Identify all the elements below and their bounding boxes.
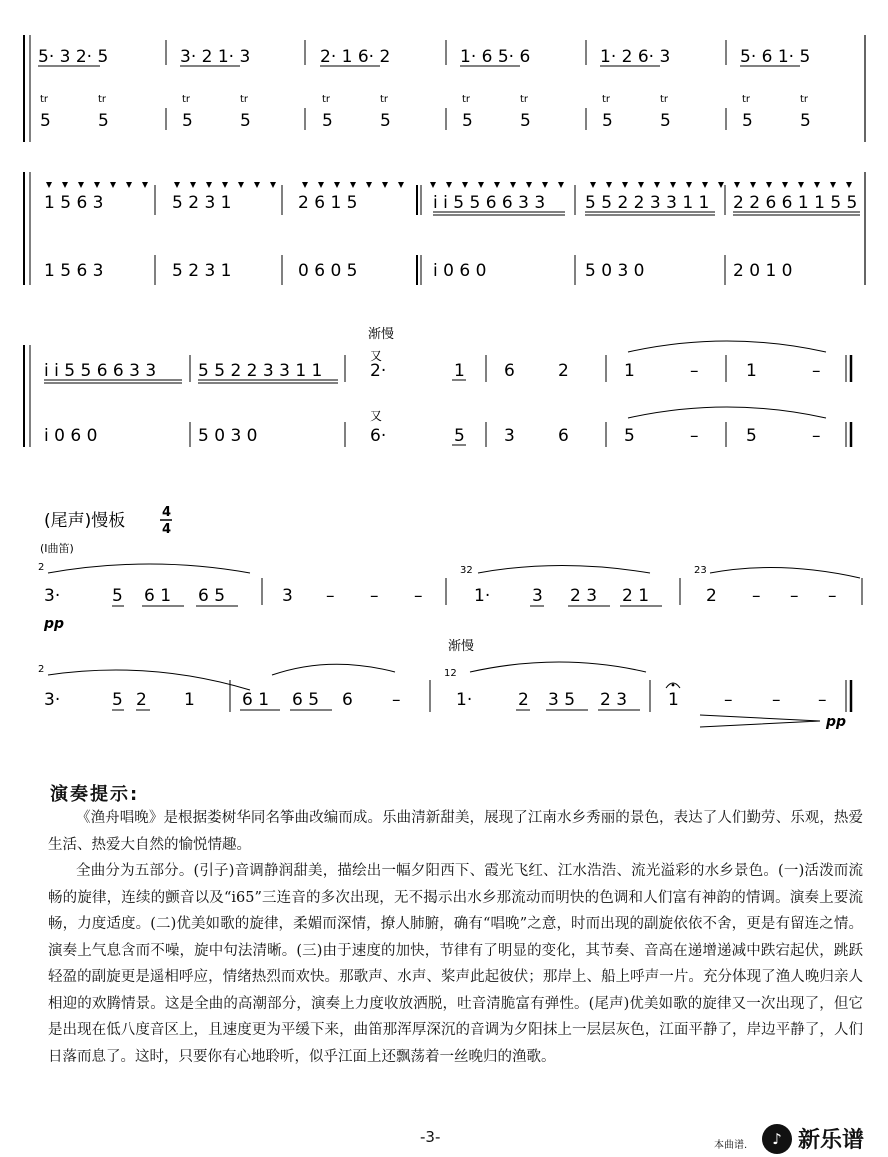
coda1-n14: – — [752, 586, 761, 606]
staccato-mark — [654, 182, 660, 188]
row1-lower-note: 5 — [742, 111, 753, 131]
coda2-n7: 6 — [342, 690, 353, 710]
staccato-mark — [462, 182, 468, 188]
music-note-disc-icon: ♪ — [762, 1124, 792, 1154]
coda2-n16: – — [818, 690, 827, 710]
row3-lower-n8: – — [812, 426, 821, 446]
coda2-n13: 1 — [668, 690, 679, 710]
coda1-n9: 1· — [474, 586, 491, 606]
page-number: -3- — [420, 1128, 441, 1146]
coda1-n16: – — [828, 586, 837, 606]
row3-lower-n1: 6· — [370, 426, 387, 446]
trill-mark: tr — [520, 94, 529, 105]
row1-upper-m5: 1· 2 6· 3 — [600, 47, 671, 67]
row2-upper-m4: i i 5 5 6 6 3 3 — [433, 193, 546, 213]
staccato-mark — [798, 182, 804, 188]
row3-upper-n8: – — [812, 361, 821, 381]
coda2-n1: 3· — [44, 690, 61, 710]
staccato-mark — [606, 182, 612, 188]
staccato-mark — [766, 182, 772, 188]
grace-note-2: 32 — [460, 565, 473, 576]
coda2-n11: 3 5 — [548, 690, 576, 710]
staccato-mark — [638, 182, 644, 188]
coda1-n3: 6 1 — [144, 586, 172, 606]
row3-upper-n2: 1 — [454, 361, 465, 381]
row3-upper-n6: – — [690, 361, 699, 381]
row3-upper-m1: i i 5 5 6 6 3 3 — [44, 361, 157, 381]
staccato-mark — [830, 182, 836, 188]
staccato-mark — [238, 182, 244, 188]
row1-upper-m6: 5· 6 1· 5 — [740, 47, 811, 67]
system-row-1 — [24, 35, 865, 142]
tempo-ritardando-2: 渐慢 — [448, 639, 475, 654]
coda2-n2: 5 — [112, 690, 123, 710]
staccato-mark — [94, 182, 100, 188]
staccato-mark — [622, 182, 628, 188]
trill-mark: tr — [742, 94, 751, 105]
staccato-mark — [702, 182, 708, 188]
row2-lower-m2: 5 2 3 1 — [172, 261, 232, 281]
staccato-mark — [110, 182, 116, 188]
staccato-mark — [494, 182, 500, 188]
ornament-mark-upper: 又 — [370, 349, 383, 363]
staccato-mark — [846, 182, 852, 188]
grace-note-3: 23 — [694, 565, 707, 576]
staccato-mark — [686, 182, 692, 188]
coda2-n8: – — [392, 690, 401, 710]
coda2-n10: 2 — [518, 690, 529, 710]
row3-lower-n5: 5 — [624, 426, 635, 446]
grace-note-1: 2 — [38, 562, 45, 573]
grace-note-5: 12 — [444, 668, 457, 679]
coda1-n12: 2 1 — [622, 586, 650, 606]
staccato-mark — [206, 182, 212, 188]
row1-lower-note: 5 — [462, 111, 473, 131]
staccato-mark — [62, 182, 68, 188]
dynamic-pp-start: pp — [44, 616, 65, 632]
decrescendo-hairpin — [700, 715, 820, 727]
coda1-n1: 3· — [44, 586, 61, 606]
staccato-mark — [590, 182, 596, 188]
row1-lower-note: 5 — [322, 111, 333, 131]
row2-lower-m3: 0 6 0 5 — [298, 261, 358, 281]
coda1-n11: 2 3 — [570, 586, 598, 606]
staccato-mark — [142, 182, 148, 188]
trill-mark: tr — [660, 94, 669, 105]
row3-upper-n4: 2 — [558, 361, 569, 381]
site-logo[interactable] — [762, 1120, 888, 1157]
logo-text: 新乐谱 — [798, 1128, 865, 1153]
row3-lower-m1: i 0 6 0 — [44, 426, 98, 446]
staccato-mark — [302, 182, 308, 188]
ornament-mark-lower: 又 — [370, 409, 383, 423]
row3-upper-n5: 1 — [624, 361, 635, 381]
row1-upper-m2: 3· 2 1· 3 — [180, 47, 251, 67]
staccato-mark — [398, 182, 404, 188]
row3-lower-n7: 5 — [746, 426, 757, 446]
trill-mark: tr — [462, 94, 471, 105]
row3-lower-m2: 5 0 3 0 — [198, 426, 258, 446]
credit-text: 本曲谱. — [714, 1140, 748, 1151]
row2-upper-m5: 5 5 2 2 3 3 1 1 — [585, 193, 710, 213]
staccato-mark — [78, 182, 84, 188]
trill-mark: tr — [322, 94, 331, 105]
coda-section — [38, 505, 862, 730]
row2-lower-m5: 5 0 3 0 — [585, 261, 645, 281]
row2-upper-m6: 2 2 6 6 1 1 5 5 — [733, 193, 858, 213]
coda2-n15: – — [772, 690, 781, 710]
staccato-mark — [190, 182, 196, 188]
trill-mark: tr — [240, 94, 249, 105]
coda1-n5: 3 — [282, 586, 293, 606]
row2-upper-m1: 1 5 6 3 — [44, 193, 104, 213]
trill-mark: tr — [800, 94, 809, 105]
coda2-n4: 1 — [184, 690, 195, 710]
coda1-n6: – — [326, 586, 335, 606]
staccato-mark — [510, 182, 516, 188]
performance-notes-paragraph-2: 全曲分为五部分。(引子)音调静润甜美，描绘出一幅夕阳西下、霞光飞红、江水浩浩、流光溢彩的水乡景色。(一)活泼而流畅的旋律，连续的颤音以及“i65”三连音的多次出现，无不揭示出水乡那流动而明快的色调和人们富有神韵的情调。演奏上要流畅，力度适度。(二)优美如歌的旋律，柔媚而深情，撩人肺腑，确有“唱晚”之意，时而出现的副旋依依不舍，更是有留连之情。演奏上气息含而不噪，旋中句法清晰。(三)由于速度的加快，节律有了明显的变化，其节奏、音高在递增递减中跌宕起伏，跳跃轻盈的副旋更是遥相呼应，情绪热烈而欢快。那歌声、水声、桨声此起彼伏；那岸上、船上呼声一片。充分体现了渔人晚归亲人相迎的欢腾情景。这是全曲的高潮部分，演奏上力度收放洒脱，吐音清脆富有弹性。(尾声)优美如歌的旋律又一次出现了，但它是出现在低八度音区上，且速度更为平缓下来，曲笛那浑厚深沉的音调为夕阳抹上一层层灰色，江面平静了，岸边平静了，人们日落而息了。这时，只要你有心地聆听，似乎江面上还飘荡着一丝晚归的渔歌。 — [48, 863, 863, 1065]
coda2-n12: 2 3 — [600, 690, 628, 710]
system-row-3 — [24, 326, 851, 447]
staccato-mark — [718, 182, 724, 188]
time-signature-bottom: 4 — [162, 522, 172, 537]
performance-notes-title: 演奏提示: — [50, 784, 140, 805]
coda1-n7: – — [370, 586, 379, 606]
row1-upper-m3: 2· 1 6· 2 — [320, 47, 391, 67]
coda1-n8: – — [414, 586, 423, 606]
row1-lower-note: 5 — [660, 111, 671, 131]
row3-upper-m2: 5 5 2 2 3 3 1 1 — [198, 361, 323, 381]
staccato-mark — [478, 182, 484, 188]
coda1-n10: 3 — [532, 586, 543, 606]
staccato-mark — [430, 182, 436, 188]
trill-mark: tr — [40, 94, 49, 105]
staccato-mark — [750, 182, 756, 188]
staccato-mark — [542, 182, 548, 188]
row2-upper-m2: 5 2 3 1 — [172, 193, 232, 213]
row3-lower-n4: 6 — [558, 426, 569, 446]
coda2-n6: 6 5 — [292, 690, 320, 710]
dynamic-pp-end: pp — [826, 714, 847, 730]
staccato-mark — [670, 182, 676, 188]
coda2-n14: – — [724, 690, 733, 710]
row3-lower-n3: 3 — [504, 426, 515, 446]
row3-lower-n6: – — [690, 426, 699, 446]
staccato-mark — [782, 182, 788, 188]
row1-lower-note: 5 — [520, 111, 531, 131]
row3-lower-n2: 5 — [454, 426, 465, 446]
coda1-n4: 6 5 — [198, 586, 226, 606]
coda1-n2: 5 — [112, 586, 123, 606]
staccato-mark — [734, 182, 740, 188]
row2-lower-m1: 1 5 6 3 — [44, 261, 104, 281]
grace-note-4: 2 — [38, 664, 45, 675]
row1-lower-note: 5 — [602, 111, 613, 131]
staccato-mark — [318, 182, 324, 188]
coda-label: (尾声)慢板 — [44, 511, 126, 531]
row1-lower-note: 5 — [240, 111, 251, 131]
staccato-mark — [558, 182, 564, 188]
staccato-mark — [350, 182, 356, 188]
staccato-mark — [126, 182, 132, 188]
row2-upper-m3: 2 6 1 5 — [298, 193, 358, 213]
row2-lower-m4: i 0 6 0 — [433, 261, 487, 281]
time-signature-top: 4 — [162, 505, 172, 520]
row1-upper-m4: 1· 6 5· 6 — [460, 47, 531, 67]
staccato-mark — [814, 182, 820, 188]
coda2-n9: 1· — [456, 690, 473, 710]
performance-notes-paragraph-1: 《渔舟唱晚》是根据娄树华同名筝曲改编而成。乐曲清新甜美，展现了江南水乡秀丽的景色，表达了人们勤劳、乐观，热爱生活、热爱大自然的愉悦情趣。 — [48, 810, 863, 853]
row3-upper-n3: 6 — [504, 361, 515, 381]
staccato-mark — [254, 182, 260, 188]
staccato-mark — [334, 182, 340, 188]
row3-upper-n7: 1 — [746, 361, 757, 381]
row1-lower-note: 5 — [182, 111, 193, 131]
row1-lower-note: 5 — [98, 111, 109, 131]
staccato-mark — [46, 182, 52, 188]
row2-lower-m6: 2 0 1 0 — [733, 261, 793, 281]
trill-mark: tr — [380, 94, 389, 105]
row1-lower-note: 5 — [800, 111, 811, 131]
staccato-mark — [270, 182, 276, 188]
system-row-2 — [24, 172, 865, 285]
coda2-n5: 6 1 — [242, 690, 270, 710]
staccato-mark — [174, 182, 180, 188]
trill-mark: tr — [602, 94, 611, 105]
row1-lower-note: 5 — [380, 111, 391, 131]
staccato-mark — [382, 182, 388, 188]
row3-upper-n1: 2· — [370, 361, 387, 381]
coda1-n13: 2 — [706, 586, 717, 606]
trill-mark: tr — [98, 94, 107, 105]
coda2-n3: 2 — [136, 690, 147, 710]
instrument-label: (Ⅰ曲笛) — [40, 542, 74, 555]
staccato-mark — [446, 182, 452, 188]
row1-lower-note: 5 — [40, 111, 51, 131]
staccato-mark — [366, 182, 372, 188]
staccato-mark — [222, 182, 228, 188]
row1-upper-m1: 5· 3 2· 5 — [38, 47, 109, 67]
coda1-n15: – — [790, 586, 799, 606]
trill-mark: tr — [182, 94, 191, 105]
tempo-ritardando-1: 渐慢 — [368, 327, 395, 342]
staccato-mark — [526, 182, 532, 188]
